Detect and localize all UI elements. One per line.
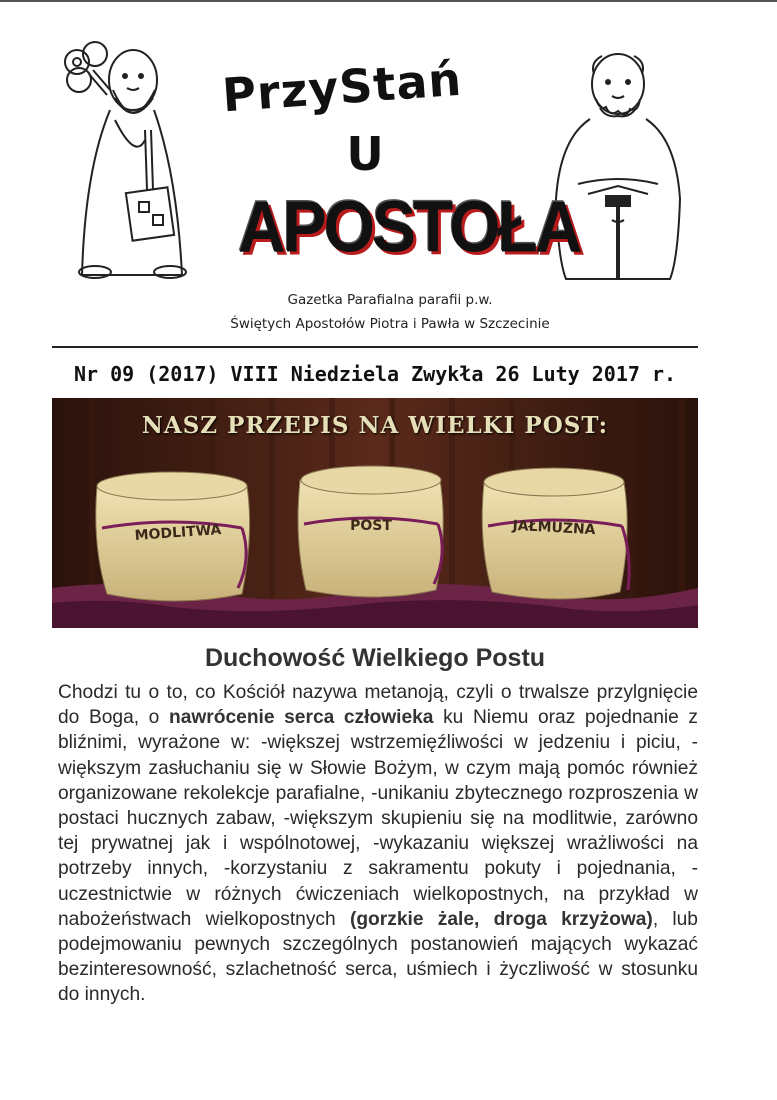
masthead-title-line1: PrzyStań (220, 51, 464, 123)
article-title: Duchowość Wielkiego Postu (204, 644, 546, 672)
article-body (58, 680, 698, 1008)
masthead-subtitle-2: Świętych Apostołów Piotra i Pawła w Szczecinie (230, 316, 550, 332)
article-text-1: Chodzi tu o to, co Kościół nazywa metanoją, czyli o trwalsze przylgnięcie do Boga, o (58, 682, 698, 729)
bag-label-modlitwa: MODLITWA (134, 521, 222, 545)
masthead-title-line2: U (346, 127, 384, 181)
top-border (0, 0, 777, 2)
lent-recipe-banner (52, 398, 698, 628)
masthead-title-line3: APOSTOŁA (238, 185, 580, 267)
article-bold-1: nawrócenie serca człowieka (168, 707, 434, 729)
article-text-2: ku Niemu oraz pojednanie z bliźnimi, wyrażone w: -większej wstrzemięźliwości w jedzeniu i piciu, -większym zasłuchaniu się w Słowie Bożym, w czym mają pomóc również organizowane rekolekcje parafialne, -unikaniu zbytecznego rozproszenia w postaci hucznych zabaw, -większym skupieniu się na modlitwie, zarówno tej prywatnej jak i wspólnotowej, -wykazaniu większej wrażliwości na potrzeby innych, -korzystaniu z sakramentu pokuty i pojednania, -uczestnictwie w różnych ćwiczeniach wielkopostnych, na przykład w nabożeństwach wielkopostnych (58, 707, 699, 930)
masthead-subtitle-1: Gazetka Parafialna parafii p.w. (287, 292, 493, 308)
saint-peter-with-keys-icon (55, 40, 210, 280)
banner-title: NASZ PRZEPIS NA WIELKI POST: (141, 412, 609, 439)
article-text-3: , lub podejmowaniu pewnych szczególnych postanowień mających wykazać bezinteresowność, szlachetność serca, uśmiech i życzliwość w stosunku do innych. (58, 908, 698, 1006)
issue-info: Nr 09 (2017) VIII Niedziela Zwykła 26 Luty 2017 r. (73, 362, 677, 386)
article-bold-2: (gorzkie żale, droga krzyżowa) (349, 908, 653, 930)
bag-label-jalmuzna: JAŁMUŻNA (512, 517, 596, 539)
issue-divider (52, 346, 698, 348)
bag-label-post: POST (350, 518, 392, 534)
